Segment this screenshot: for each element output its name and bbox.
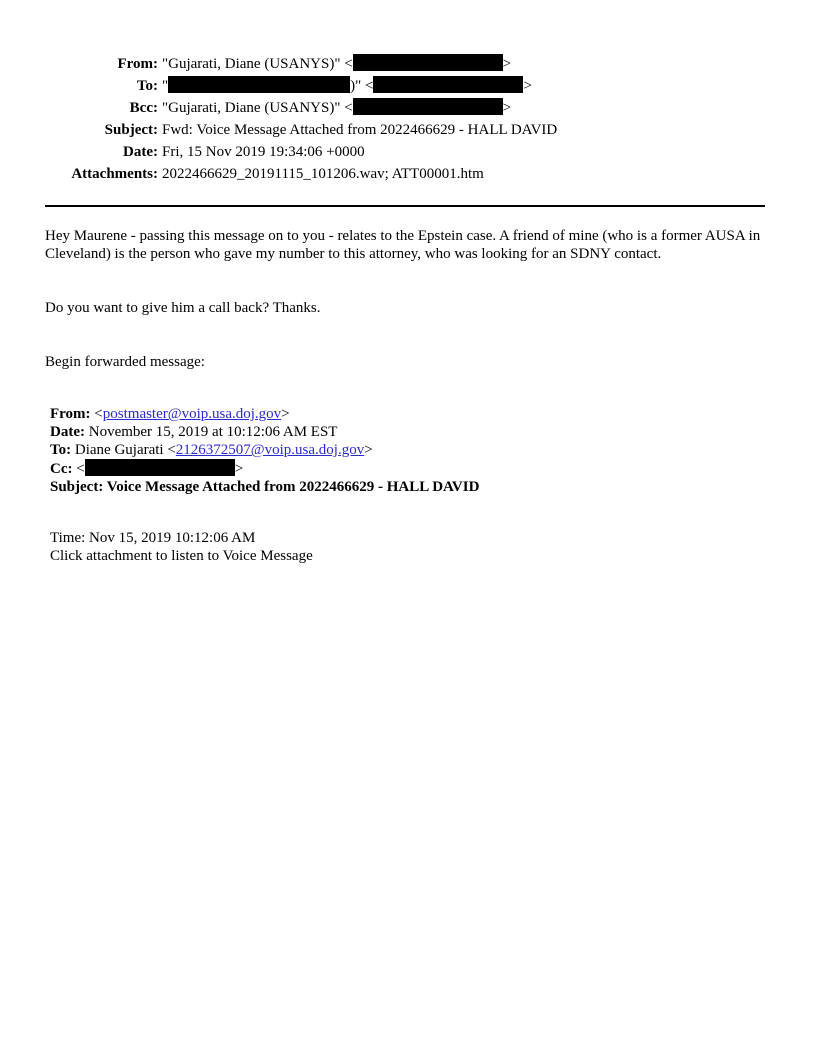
voice-message-info bbox=[50, 529, 313, 565]
subject-label: Subject: bbox=[104, 122, 158, 138]
subject-value: Fwd: Voice Message Attached from 2022466629 - HALL DAVID bbox=[162, 122, 558, 138]
fwd-date-line bbox=[50, 423, 479, 441]
to-mid: )" < bbox=[350, 78, 374, 94]
bcc-close: > bbox=[502, 100, 512, 116]
redaction-block bbox=[353, 54, 503, 71]
from-row bbox=[46, 53, 557, 75]
body-paragraph-3: Begin forwarded message: bbox=[45, 354, 205, 370]
fwd-to-close: > bbox=[364, 442, 373, 458]
fwd-cc-close: > bbox=[234, 461, 244, 477]
subject-row bbox=[46, 119, 557, 141]
fwd-from-close: > bbox=[281, 406, 290, 422]
fwd-subject-line: Subject: Voice Message Attached from 2022466629 - HALL DAVID bbox=[50, 479, 480, 495]
fwd-date-label: Date: bbox=[50, 424, 85, 440]
to-label: To: bbox=[136, 78, 158, 94]
bcc-value: "Gujarati, Diane (USANYS)" < bbox=[162, 100, 353, 116]
fwd-from-email-link[interactable]: postmaster@voip.usa.doj.gov bbox=[102, 406, 282, 422]
date-row bbox=[46, 141, 557, 163]
fwd-from-line bbox=[50, 405, 479, 423]
redaction-block bbox=[168, 76, 350, 93]
attachments-row bbox=[46, 163, 557, 185]
message-time: Time: Nov 15, 2019 10:12:06 AM bbox=[50, 530, 256, 546]
header-divider bbox=[45, 205, 765, 207]
to-value-cell bbox=[162, 75, 557, 97]
bcc-row bbox=[46, 97, 557, 119]
message-instruction: Click attachment to listen to Voice Message bbox=[50, 548, 313, 564]
from-close: > bbox=[502, 56, 512, 72]
forwarded-header bbox=[50, 405, 479, 496]
body-paragraph-2: Do you want to give him a call back? Thanks. bbox=[45, 300, 321, 316]
redaction-block bbox=[373, 76, 523, 93]
bcc-value-cell bbox=[162, 97, 557, 119]
fwd-date-value: November 15, 2019 at 10:12:06 AM EST bbox=[84, 424, 338, 440]
fwd-cc-line bbox=[50, 459, 479, 478]
date-label: Date: bbox=[123, 144, 158, 160]
fwd-cc-label: Cc: bbox=[50, 461, 73, 477]
from-value-cell bbox=[162, 53, 557, 75]
fwd-to-label: To: bbox=[50, 442, 72, 458]
to-open: " bbox=[162, 78, 169, 94]
to-row bbox=[46, 75, 557, 97]
bcc-label: Bcc: bbox=[129, 100, 158, 116]
to-close: > bbox=[523, 78, 532, 94]
from-value: "Gujarati, Diane (USANYS)" < bbox=[162, 56, 353, 72]
attachments-value[interactable]: 2022466629_20191115_101206.wav; ATT00001.htm bbox=[162, 166, 484, 182]
redaction-block bbox=[85, 459, 235, 476]
fwd-to-name: Diane Gujarati < bbox=[71, 442, 176, 458]
attachments-label: Attachments: bbox=[71, 166, 158, 182]
fwd-to-email-link[interactable]: 2126372507@voip.usa.doj.gov bbox=[175, 442, 365, 458]
email-header bbox=[46, 53, 557, 185]
fwd-from-label: From: bbox=[50, 406, 91, 422]
fwd-cc-open: < bbox=[72, 461, 85, 477]
from-label: From: bbox=[117, 56, 158, 72]
fwd-from-open: < bbox=[90, 406, 103, 422]
fwd-to-line bbox=[50, 441, 479, 459]
body-paragraph-1: Hey Maurene - passing this message on to you - relates to the Epstein case. A friend of mine (who is a former AUSA in Cleveland) is the person who gave my number to this attorney, who was looking for an SDNY contact. bbox=[45, 228, 761, 262]
date-value: Fri, 15 Nov 2019 19:34:06 +0000 bbox=[162, 144, 365, 160]
redaction-block bbox=[353, 98, 503, 115]
